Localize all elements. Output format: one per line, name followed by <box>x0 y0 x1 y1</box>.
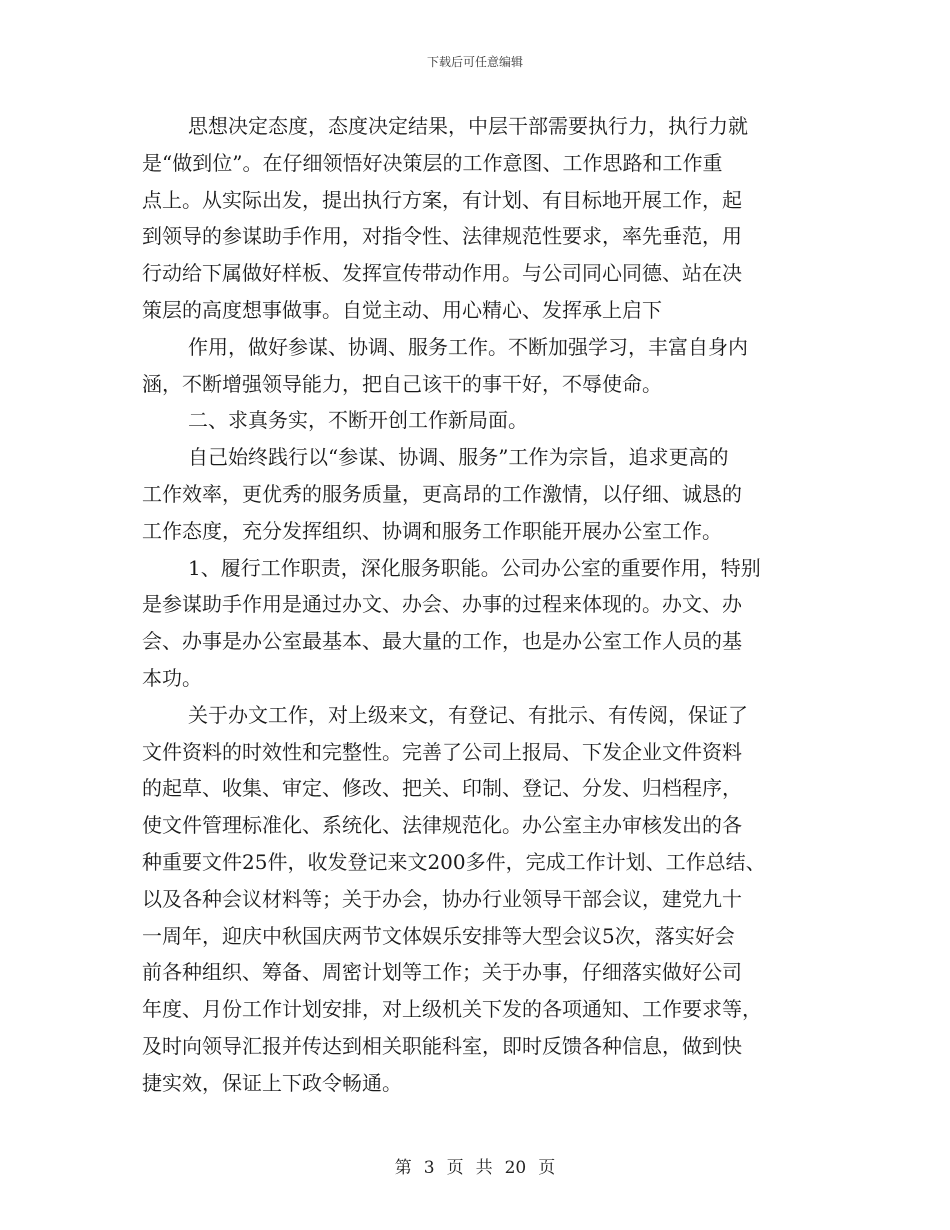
footer-suffix: 页 <box>538 1158 556 1178</box>
text-line: 会、办事是办公室最基本、最大量的工作，也是办公室工作人员的基 <box>142 629 742 654</box>
text-line: 年度、月份工作计划安排，对上级机关下发的各项通知、工作要求等， <box>142 997 762 1022</box>
footer-page-number: 3 <box>423 1158 435 1178</box>
text-line: 一周年，迎庆中秋国庆两节文体娱乐安排等大型会议5次，落实好会 <box>142 923 735 948</box>
text-line: 种重要文件25件，收发登记来文200多件，完成工作计划、工作总结、 <box>142 849 766 874</box>
page-header: 下载后可任意编辑 <box>426 55 523 69</box>
text-line: 是参谋助手作用是通过办文、办会、办事的过程来体现的。办文、办 <box>142 592 742 617</box>
text-line: 1、履行工作职责，深化服务职能。公司办公室的重要作用，特别 <box>188 555 761 580</box>
text-line: 工作效率，更优秀的服务质量，更高昂的工作激情，以仔细、诚恳的 <box>142 481 742 506</box>
text-line: 二、求真务实，不断开创工作新局面。 <box>188 408 528 433</box>
text-line: 自己始终践行以“参谋、协调、服务”工作为宗旨，追求更高的 <box>188 445 729 470</box>
footer-total-prefix: 共 <box>475 1158 493 1178</box>
page-footer <box>0 1153 950 1178</box>
text-line: 作用，做好参谋、协调、服务工作。不断加强学习，丰富自身内 <box>188 334 748 359</box>
footer-page-label: 页 <box>446 1158 464 1178</box>
footer-prefix: 第 <box>394 1158 412 1178</box>
text-line: 使文件管理标准化、系统化、法律规范化。办公室主办审核发出的各 <box>142 813 742 838</box>
text-line: 策层的高度想事做事。自觉主动、用心精心、发挥承上启下 <box>142 297 662 322</box>
text-line: 前各种组织、筹备、周密计划等工作；关于办事，仔细落实做好公司 <box>142 960 742 985</box>
text-line: 到领导的参谋助手作用，对指令性、法律规范性要求，率先垂范，用 <box>142 224 742 249</box>
document-body <box>142 108 822 1102</box>
text-line: 文件资料的时效性和完整性。完善了公司上报局、下发企业文件资料 <box>142 739 742 764</box>
text-line: 涵，不断增强领导能力，把自己该干的事干好，不辱使命。 <box>142 371 662 396</box>
text-line: 是“做到位”。在仔细领悟好决策层的工作意图、工作思路和工作重 <box>142 150 723 175</box>
footer-total-pages: 20 <box>504 1158 527 1178</box>
text-line: 行动给下属做好样板、发挥宣传带动作用。与公司同心同德、站在决 <box>142 261 742 286</box>
text-line: 关于办文工作，对上级来文，有登记、有批示、有传阅，保证了 <box>188 702 748 727</box>
text-line: 思想决定态度，态度决定结果，中层干部需要执行力，执行力就 <box>188 114 748 138</box>
text-line: 及时向领导汇报并传达到相关职能科室，即时反馈各种信息，做到快 <box>142 1033 742 1058</box>
text-line: 点上。从实际出发，提出执行方案，有计划、有目标地开展工作，起 <box>142 187 742 212</box>
text-line: 的起草、收集、审定、修改、把关、印制、登记、分发、归档程序， <box>142 776 742 801</box>
text-line: 捷实效，保证上下政令畅通。 <box>142 1070 402 1095</box>
text-line: 工作态度，充分发挥组织、协调和服务工作职能开展办公室工作。 <box>142 518 722 543</box>
text-line: 本功。 <box>142 665 202 690</box>
text-line: 以及各种会议材料等；关于办会，协办行业领导干部会议，建党九十 <box>142 886 742 911</box>
